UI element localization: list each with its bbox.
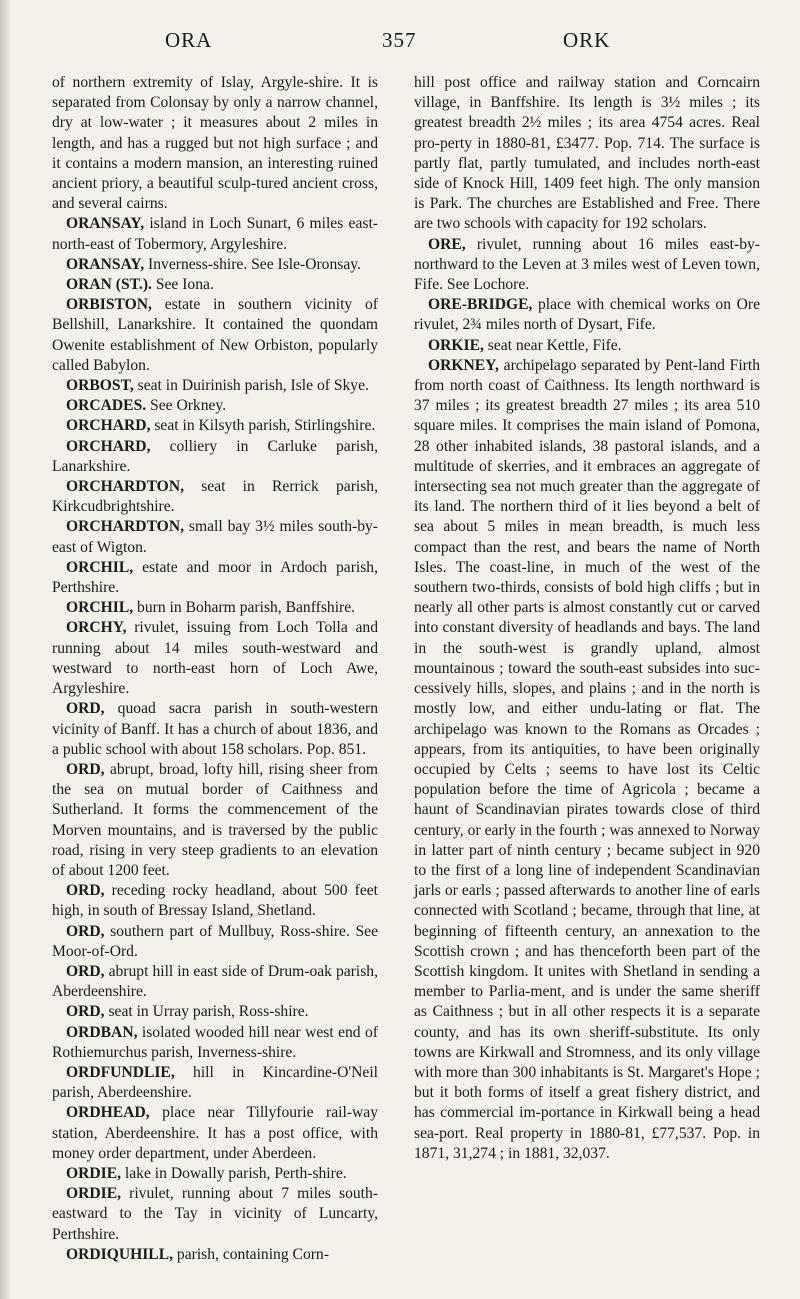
entry-text: Inverness-shire. See Isle-Oronsay. [144, 255, 361, 273]
gazetteer-entry [52, 699, 378, 760]
entry-headword: ORKNEY, [428, 356, 499, 374]
entry-text: place with chemical works on Ore rivulet, 2¾ miles north of Dysart, Fife. [414, 296, 760, 334]
entry-headword: ORD, [66, 700, 105, 718]
gazetteer-entry [52, 760, 378, 881]
entry-text: archipelago separated by Pent-land Firth from north coast of Caithness. Its length northward is 37 miles ; its greatest breadth 27 miles ; its area 510 square miles. It comprises the main island of Pomona, 28 other inhabited islands, 38 pastoral islands, and a multitude of skerries, and it embraces an aggregate of intersecting sea not much greater than the aggregate of its land. The northern third of it lies beyond a belt of sea about 5 miles in mean breadth, is much less compact than the rest, and bears the name of North Isles. The coast-line, in much of the west of the southern two-thirds, consists of bold high cliffs ; but in nearly all other parts is almost constantly cut or carved into constant diversity of headlands and bays. The land in the south-west is grandly upland, almost mountainous ; toward the south-east subsides into suc-cessively hills, slopes, and plains ; and in the north is mostly low, and either undu-lating or flat. The archipelago was known to the Romans as Orcades ; appears, from its antiquities, to have been originally occupied by Celts ; seems to have lost its Celtic population before the time of Agricola ; became a haunt of Scandinavian pirates towards close of third century, or early in the fourth ; was annexed to Norway in latter part of ninth century ; became subject in 920 to the first of a long line of independent Scandinavian jarls or earls ; passed afterwards to another line of earls connected with Scotland ; became, through that line, at beginning of fifteenth century, an annexation to the Scottish crown ; and has thenceforth been part of the Scottish kingdom. It unites with Shetland in sending a member to Parlia-ment, and is under the same sheriff as Caithness ; but in all other respects it is a separate county, and has its own sheriff-substitute. Its only towns are Kirkwall and Stromness, and its only village with more than 300 inhabitants is St. Margaret's Hope ; but it both forms of itself a great fishery district, and has commercial im-portance in Kirkwall being a head sea-port. Real property in 1880-81, £77,537. Pop. in 1871, 31,274 ; in 1881, 32,037. [414, 356, 760, 1162]
entry-headword: ORCHARD, [66, 437, 151, 455]
entry-text: seat near Kettle, Fife. [483, 336, 622, 354]
page-spine-shadow [0, 0, 10, 1299]
gazetteer-entry [52, 437, 378, 477]
entry-headword: ORAN (ST.). [66, 276, 152, 294]
gazetteer-entry [52, 1184, 378, 1245]
entry-text: receding rocky headland, about 500 feet high, in south of Bressay Island, Shetland. [52, 882, 378, 920]
gazetteer-entry [52, 1023, 378, 1063]
header-left-guide-word: ORA [165, 28, 213, 52]
entry-headword: ORKIE, [428, 336, 484, 354]
gazetteer-entry [52, 922, 378, 962]
gazetteer-entry [52, 1103, 378, 1164]
entry-text: southern part of Mullbuy, Ross-shire. See Moor-of-Ord. [52, 922, 378, 960]
entry-headword: ORDFUNDLIE, [66, 1063, 175, 1081]
entry-text: small bay 3½ miles south-by-east of Wigton. [52, 518, 378, 556]
entry-headword: ORCHIL, [66, 599, 134, 617]
gazetteer-entry [52, 558, 378, 598]
gazetteer-entry [52, 1063, 378, 1103]
entry-headword: ORCHIL, [66, 558, 134, 576]
gazetteer-entry [52, 598, 378, 618]
gazetteer-entry [52, 376, 378, 396]
entry-text: seat in Duirinish parish, Isle of Skye. [133, 377, 369, 395]
entry-headword: ORE, [428, 235, 466, 253]
gazetteer-entry [414, 73, 760, 235]
entry-headword: ORDBAN, [66, 1023, 138, 1041]
entry-text: rivulet, running about 7 miles south-eastward to the Tay in vicinity of Luncarty, Perthshire. [52, 1185, 378, 1243]
entry-headword: ORBOST, [66, 377, 134, 395]
entry-text: hill post office and railway station and Corncairn village, in Banffshire. Its length is 3½ miles ; its greatest breadth 2½ miles ; its area 4754 acres. Real pro-perty in 1880-81, £3477. Pop. 714. The surface is partly flat, partly tumulated, and includes north-east side of Knock Hill, 1409 feet high. The only mansion is Park. The churches are Established and Free. There are two schools with capacity for 192 scholars. [414, 74, 760, 233]
gazetteer-entry [52, 881, 378, 921]
gazetteer-entry [52, 618, 378, 699]
entry-headword: ORCADES. [66, 397, 147, 415]
left-column [52, 73, 378, 1265]
entry-headword: ORCHARDTON, [66, 478, 184, 496]
entry-text: island in Loch Sunart, 6 miles east-north-east of Tobermory, Argyleshire. [52, 215, 378, 253]
gazetteer-entry [414, 295, 760, 335]
running-header [0, 28, 800, 58]
entry-text: estate and moor in Ardoch parish, Perthshire. [52, 558, 378, 597]
entry-text: hill in Kincardine-O'Neil parish, Aberdeenshire. [52, 1063, 378, 1102]
entry-headword: ORANSAY, [66, 215, 145, 233]
entry-text: seat in Rerrick parish, Kirkcudbrightshire. [52, 478, 378, 516]
entry-text: burn in Boharm parish, Banffshire. [133, 599, 356, 617]
gazetteer-entry [414, 235, 760, 296]
entry-headword: ORD, [66, 1003, 105, 1021]
entry-headword: ORD, [66, 922, 105, 940]
gazetteer-entry [52, 396, 378, 416]
entry-headword: ORDHEAD, [66, 1104, 150, 1122]
entry-text: quoad sacra parish in south-western vicinity of Banff. It has a church of about 1836, and a public school with about 158 scholars. Pop. 851. [52, 700, 378, 758]
entry-headword: ORDIQUHILL, [66, 1245, 174, 1263]
entry-headword: ORANSAY, [66, 255, 145, 273]
entry-text: colliery in Carluke parish, Lanarkshire. [52, 437, 378, 475]
gazetteer-entry [52, 73, 378, 214]
entry-text: seat in Urray parish, Ross-shire. [104, 1003, 309, 1021]
entry-text: rivulet, issuing from Loch Tolla and running about 14 miles south-westward and westward to north-east horn of Loch Awe, Argyleshire. [52, 619, 378, 698]
entry-text: estate in southern vicinity of Bellshill, Lanarkshire. It contained the quondam Owenite establishment of New Orbiston, popularly called Babylon. [52, 296, 378, 374]
entry-text: abrupt hill in east side of Drum-oak parish, Aberdeenshire. [52, 962, 378, 1001]
gazetteer-entry [52, 1245, 378, 1265]
entry-text: See Iona. [151, 276, 214, 294]
gazetteer-entry [52, 1002, 378, 1022]
gazetteer-entry [52, 214, 378, 254]
entry-headword: ORDIE, [66, 1185, 122, 1203]
entry-text: parish, containing Corn- [173, 1245, 329, 1263]
entry-headword: ORCHY, [66, 619, 127, 637]
gazetteer-entry [52, 416, 378, 436]
entry-text: of northern extremity of Islay, Argyle-shire. It is separated from Colonsay by only a narrow channel, dry at low-water ; it measures about 2 miles in length, and has a rugged but not high surface ; and it contains a modern mansion, an interesting ruined ancient priory, a beautiful sculp-tured ancient cross, and several cairns. [52, 74, 378, 213]
entry-headword: ORBISTON, [66, 296, 152, 314]
entry-text: abrupt, broad, lofty hill, rising sheer from the sea on mutual border of Caithness and Sutherland. It forms the commencement of the Morven mountains, and is traversed by the public road, rising in very steep gradients to an elevation of about 1200 feet. [52, 760, 378, 879]
entry-text: lake in Dowally parish, Perth-shire. [121, 1164, 347, 1182]
entry-text: See Orkney. [146, 397, 227, 415]
right-column [414, 73, 760, 1164]
gazetteer-entry [52, 517, 378, 557]
entry-text: place near Tillyfourie rail-way station, Aberdeenshire. It has a post office, with money order department, under Aberdeen. [52, 1104, 378, 1162]
entry-headword: ORD, [66, 882, 105, 900]
gazetteer-entry [52, 255, 378, 275]
gazetteer-entry [414, 356, 760, 1164]
page-number: 357 [382, 28, 417, 52]
entry-headword: ORD, [66, 962, 105, 980]
entry-text: seat in Kilsyth parish, Stirlingshire. [150, 417, 376, 435]
gazetteer-entry [414, 336, 760, 356]
gazetteer-entry [52, 275, 378, 295]
entry-headword: ORCHARDTON, [66, 518, 184, 536]
entry-headword: ORCHARD, [66, 417, 151, 435]
header-right-guide-word: ORK [563, 28, 611, 52]
gazetteer-entry [52, 295, 378, 376]
gazetteer-entry [52, 962, 378, 1002]
gazetteer-entry [52, 1164, 378, 1184]
entry-headword: ORD, [66, 760, 105, 778]
gazetteer-entry [52, 477, 378, 517]
entry-text: rivulet, running about 16 miles east-by-northward to the Leven at 3 miles west of Leven town, Fife. See Lochore. [414, 235, 760, 294]
entry-headword: ORE-BRIDGE, [428, 296, 533, 314]
entry-text: isolated wooded hill near west end of Rothiemurchus parish, Inverness-shire. [52, 1023, 378, 1061]
entry-headword: ORDIE, [66, 1164, 122, 1182]
